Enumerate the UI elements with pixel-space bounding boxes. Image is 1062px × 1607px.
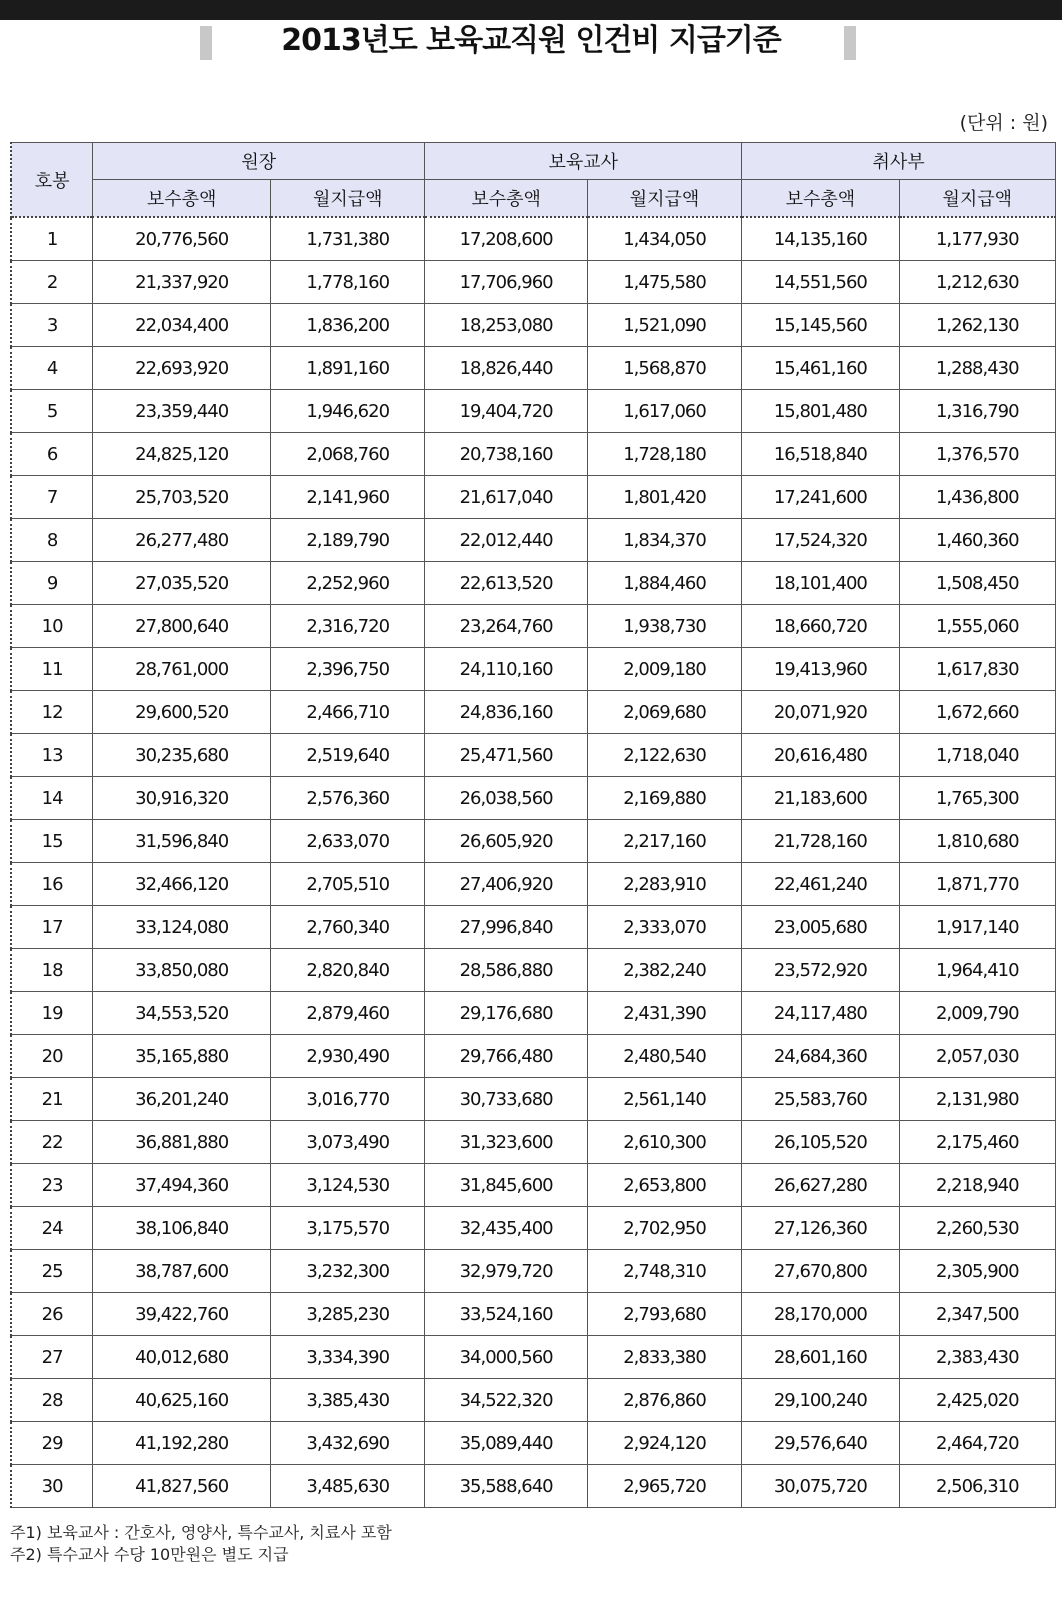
grade-cell: 12 <box>11 691 93 734</box>
grade-cell: 9 <box>11 562 93 605</box>
teacher-total-cell: 34,522,320 <box>425 1379 587 1422</box>
table-row <box>11 949 1056 992</box>
table-row <box>11 1207 1056 1250</box>
teacher-total-cell: 33,524,160 <box>425 1293 587 1336</box>
cook-total-cell: 14,551,560 <box>742 261 899 304</box>
table-row <box>11 1164 1056 1207</box>
table-row <box>11 347 1056 390</box>
teacher-monthly-cell: 1,728,180 <box>587 433 741 476</box>
grade-cell: 11 <box>11 648 93 691</box>
cook-monthly-cell: 1,555,060 <box>899 605 1055 648</box>
cook-monthly-cell: 2,347,500 <box>899 1293 1055 1336</box>
cook-monthly-cell: 1,177,930 <box>899 217 1055 261</box>
teacher-total-cell: 27,996,840 <box>425 906 587 949</box>
cook-total-cell: 15,461,160 <box>742 347 899 390</box>
cook-monthly-cell: 2,057,030 <box>899 1035 1055 1078</box>
teacher-total-cell: 22,012,440 <box>425 519 587 562</box>
teacher-total-cell: 31,845,600 <box>425 1164 587 1207</box>
teacher-monthly-cell: 2,169,880 <box>587 777 741 820</box>
director-monthly-cell: 2,252,960 <box>271 562 425 605</box>
teacher-monthly-cell: 2,833,380 <box>587 1336 741 1379</box>
table-row <box>11 217 1056 261</box>
cook-monthly-cell: 1,617,830 <box>899 648 1055 691</box>
director-monthly-cell: 2,879,460 <box>271 992 425 1035</box>
table-row <box>11 433 1056 476</box>
grade-cell: 18 <box>11 949 93 992</box>
sub-header-cook-total: 보수총액 <box>742 180 899 218</box>
director-total-cell: 39,422,760 <box>93 1293 271 1336</box>
director-total-cell: 33,124,080 <box>93 906 271 949</box>
cook-monthly-cell: 1,718,040 <box>899 734 1055 777</box>
cook-monthly-cell: 1,212,630 <box>899 261 1055 304</box>
cook-monthly-cell: 1,964,410 <box>899 949 1055 992</box>
teacher-monthly-cell: 2,748,310 <box>587 1250 741 1293</box>
cook-total-cell: 20,616,480 <box>742 734 899 777</box>
teacher-monthly-cell: 2,610,300 <box>587 1121 741 1164</box>
director-monthly-cell: 2,705,510 <box>271 863 425 906</box>
top-bar <box>0 0 1062 20</box>
grade-cell: 17 <box>11 906 93 949</box>
cook-total-cell: 15,801,480 <box>742 390 899 433</box>
teacher-monthly-cell: 1,834,370 <box>587 519 741 562</box>
director-monthly-cell: 1,946,620 <box>271 390 425 433</box>
table-row <box>11 476 1056 519</box>
teacher-monthly-cell: 2,217,160 <box>587 820 741 863</box>
director-monthly-cell: 2,189,790 <box>271 519 425 562</box>
sub-header-director-total: 보수총액 <box>93 180 271 218</box>
footnotes <box>10 1522 392 1566</box>
director-total-cell: 28,761,000 <box>93 648 271 691</box>
grade-cell: 6 <box>11 433 93 476</box>
teacher-monthly-cell: 2,009,180 <box>587 648 741 691</box>
grade-cell: 15 <box>11 820 93 863</box>
teacher-total-cell: 17,208,600 <box>425 217 587 261</box>
footnote-1: 주1) 보육교사 : 간호사, 영양사, 특수교사, 치료사 포함 <box>10 1523 392 1542</box>
cook-total-cell: 26,105,520 <box>742 1121 899 1164</box>
table-row <box>11 1422 1056 1465</box>
teacher-total-cell: 23,264,760 <box>425 605 587 648</box>
table-row <box>11 390 1056 433</box>
teacher-monthly-cell: 2,122,630 <box>587 734 741 777</box>
teacher-total-cell: 34,000,560 <box>425 1336 587 1379</box>
table-row <box>11 304 1056 347</box>
grade-cell: 5 <box>11 390 93 433</box>
cook-monthly-cell: 2,009,790 <box>899 992 1055 1035</box>
teacher-total-cell: 28,586,880 <box>425 949 587 992</box>
teacher-total-cell: 19,404,720 <box>425 390 587 433</box>
teacher-total-cell: 29,176,680 <box>425 992 587 1035</box>
director-total-cell: 38,787,600 <box>93 1250 271 1293</box>
teacher-total-cell: 35,089,440 <box>425 1422 587 1465</box>
group-header-row <box>11 143 1056 180</box>
teacher-monthly-cell: 2,876,860 <box>587 1379 741 1422</box>
teacher-total-cell: 17,706,960 <box>425 261 587 304</box>
group-header-cook: 취사부 <box>742 143 1056 180</box>
teacher-monthly-cell: 2,924,120 <box>587 1422 741 1465</box>
cook-monthly-cell: 1,376,570 <box>899 433 1055 476</box>
director-monthly-cell: 2,576,360 <box>271 777 425 820</box>
cook-monthly-cell: 2,218,940 <box>899 1164 1055 1207</box>
grade-cell: 27 <box>11 1336 93 1379</box>
director-total-cell: 30,916,320 <box>93 777 271 820</box>
cook-total-cell: 28,170,000 <box>742 1293 899 1336</box>
teacher-total-cell: 32,435,400 <box>425 1207 587 1250</box>
teacher-monthly-cell: 2,965,720 <box>587 1465 741 1508</box>
cook-monthly-cell: 1,288,430 <box>899 347 1055 390</box>
table-row <box>11 1379 1056 1422</box>
grade-cell: 2 <box>11 261 93 304</box>
cook-total-cell: 27,670,800 <box>742 1250 899 1293</box>
grade-cell: 16 <box>11 863 93 906</box>
director-monthly-cell: 2,141,960 <box>271 476 425 519</box>
director-total-cell: 27,800,640 <box>93 605 271 648</box>
grade-cell: 25 <box>11 1250 93 1293</box>
director-monthly-cell: 3,334,390 <box>271 1336 425 1379</box>
cook-monthly-cell: 2,305,900 <box>899 1250 1055 1293</box>
grade-cell: 14 <box>11 777 93 820</box>
cook-monthly-cell: 2,425,020 <box>899 1379 1055 1422</box>
grade-cell: 23 <box>11 1164 93 1207</box>
teacher-monthly-cell: 2,333,070 <box>587 906 741 949</box>
grade-cell: 10 <box>11 605 93 648</box>
grade-header: 호봉 <box>11 143 93 218</box>
table-body <box>11 217 1056 1508</box>
table-row <box>11 1250 1056 1293</box>
director-monthly-cell: 2,396,750 <box>271 648 425 691</box>
grade-cell: 3 <box>11 304 93 347</box>
director-total-cell: 41,192,280 <box>93 1422 271 1465</box>
director-total-cell: 37,494,360 <box>93 1164 271 1207</box>
teacher-total-cell: 18,253,080 <box>425 304 587 347</box>
cook-total-cell: 27,126,360 <box>742 1207 899 1250</box>
grade-cell: 22 <box>11 1121 93 1164</box>
grade-cell: 20 <box>11 1035 93 1078</box>
cook-total-cell: 23,572,920 <box>742 949 899 992</box>
table-row <box>11 992 1056 1035</box>
grade-cell: 26 <box>11 1293 93 1336</box>
cook-monthly-cell: 2,131,980 <box>899 1078 1055 1121</box>
teacher-monthly-cell: 2,793,680 <box>587 1293 741 1336</box>
cook-total-cell: 28,601,160 <box>742 1336 899 1379</box>
director-total-cell: 36,881,880 <box>93 1121 271 1164</box>
table-row <box>11 1078 1056 1121</box>
director-monthly-cell: 2,930,490 <box>271 1035 425 1078</box>
cook-total-cell: 24,117,480 <box>742 992 899 1035</box>
title-row <box>0 20 1062 62</box>
teacher-monthly-cell: 2,561,140 <box>587 1078 741 1121</box>
director-total-cell: 40,012,680 <box>93 1336 271 1379</box>
grade-cell: 29 <box>11 1422 93 1465</box>
director-monthly-cell: 3,432,690 <box>271 1422 425 1465</box>
director-total-cell: 22,034,400 <box>93 304 271 347</box>
cook-monthly-cell: 1,262,130 <box>899 304 1055 347</box>
cook-total-cell: 23,005,680 <box>742 906 899 949</box>
table-row <box>11 1121 1056 1164</box>
title-right-bar <box>844 26 856 60</box>
teacher-total-cell: 31,323,600 <box>425 1121 587 1164</box>
sub-header-director-monthly: 월지급액 <box>271 180 425 218</box>
cook-total-cell: 26,627,280 <box>742 1164 899 1207</box>
sub-header-teacher-monthly: 월지급액 <box>587 180 741 218</box>
director-total-cell: 31,596,840 <box>93 820 271 863</box>
director-total-cell: 29,600,520 <box>93 691 271 734</box>
teacher-total-cell: 22,613,520 <box>425 562 587 605</box>
director-monthly-cell: 2,519,640 <box>271 734 425 777</box>
table-row <box>11 1293 1056 1336</box>
table-row <box>11 562 1056 605</box>
cook-total-cell: 30,075,720 <box>742 1465 899 1508</box>
cook-total-cell: 20,071,920 <box>742 691 899 734</box>
director-total-cell: 40,625,160 <box>93 1379 271 1422</box>
cook-total-cell: 25,583,760 <box>742 1078 899 1121</box>
teacher-total-cell: 25,471,560 <box>425 734 587 777</box>
director-total-cell: 23,359,440 <box>93 390 271 433</box>
director-monthly-cell: 3,232,300 <box>271 1250 425 1293</box>
director-total-cell: 36,201,240 <box>93 1078 271 1121</box>
director-monthly-cell: 3,385,430 <box>271 1379 425 1422</box>
table-row <box>11 519 1056 562</box>
table-row <box>11 820 1056 863</box>
sub-header-teacher-total: 보수총액 <box>425 180 587 218</box>
cook-monthly-cell: 1,460,360 <box>899 519 1055 562</box>
group-header-director: 원장 <box>93 143 425 180</box>
director-monthly-cell: 2,316,720 <box>271 605 425 648</box>
cook-monthly-cell: 1,810,680 <box>899 820 1055 863</box>
grade-cell: 13 <box>11 734 93 777</box>
unit-label: (단위 : 원) <box>959 112 1048 134</box>
cook-total-cell: 17,524,320 <box>742 519 899 562</box>
director-total-cell: 33,850,080 <box>93 949 271 992</box>
director-monthly-cell: 2,068,760 <box>271 433 425 476</box>
teacher-total-cell: 30,733,680 <box>425 1078 587 1121</box>
teacher-total-cell: 26,605,920 <box>425 820 587 863</box>
table-row <box>11 691 1056 734</box>
director-total-cell: 21,337,920 <box>93 261 271 304</box>
director-monthly-cell: 2,633,070 <box>271 820 425 863</box>
footnote-2: 주2) 특수교사 수당 10만원은 별도 지급 <box>10 1545 289 1564</box>
teacher-monthly-cell: 1,938,730 <box>587 605 741 648</box>
table-row <box>11 605 1056 648</box>
director-monthly-cell: 2,466,710 <box>271 691 425 734</box>
cook-monthly-cell: 1,508,450 <box>899 562 1055 605</box>
salary-table <box>10 142 1056 1508</box>
sub-header-cook-monthly: 월지급액 <box>899 180 1055 218</box>
director-monthly-cell: 3,175,570 <box>271 1207 425 1250</box>
director-monthly-cell: 3,016,770 <box>271 1078 425 1121</box>
grade-cell: 19 <box>11 992 93 1035</box>
grade-cell: 21 <box>11 1078 93 1121</box>
cook-monthly-cell: 1,316,790 <box>899 390 1055 433</box>
cook-monthly-cell: 1,672,660 <box>899 691 1055 734</box>
director-total-cell: 26,277,480 <box>93 519 271 562</box>
teacher-monthly-cell: 2,653,800 <box>587 1164 741 1207</box>
cook-monthly-cell: 2,506,310 <box>899 1465 1055 1508</box>
director-total-cell: 24,825,120 <box>93 433 271 476</box>
table-row <box>11 906 1056 949</box>
teacher-monthly-cell: 1,801,420 <box>587 476 741 519</box>
cook-total-cell: 18,101,400 <box>742 562 899 605</box>
teacher-monthly-cell: 2,480,540 <box>587 1035 741 1078</box>
teacher-monthly-cell: 1,568,870 <box>587 347 741 390</box>
director-total-cell: 25,703,520 <box>93 476 271 519</box>
table-row <box>11 1465 1056 1508</box>
cook-total-cell: 21,183,600 <box>742 777 899 820</box>
table-row <box>11 1035 1056 1078</box>
director-monthly-cell: 1,836,200 <box>271 304 425 347</box>
teacher-total-cell: 18,826,440 <box>425 347 587 390</box>
sub-header-row <box>11 180 1056 218</box>
cook-total-cell: 24,684,360 <box>742 1035 899 1078</box>
cook-monthly-cell: 1,436,800 <box>899 476 1055 519</box>
cook-total-cell: 29,576,640 <box>742 1422 899 1465</box>
cook-total-cell: 14,135,160 <box>742 217 899 261</box>
teacher-total-cell: 26,038,560 <box>425 777 587 820</box>
page-title: 2013년도 보육교직원 인건비 지급기준 <box>281 23 781 58</box>
director-total-cell: 38,106,840 <box>93 1207 271 1250</box>
table-row <box>11 261 1056 304</box>
teacher-monthly-cell: 1,884,460 <box>587 562 741 605</box>
teacher-total-cell: 24,836,160 <box>425 691 587 734</box>
cook-total-cell: 21,728,160 <box>742 820 899 863</box>
teacher-total-cell: 21,617,040 <box>425 476 587 519</box>
director-monthly-cell: 1,891,160 <box>271 347 425 390</box>
director-monthly-cell: 3,073,490 <box>271 1121 425 1164</box>
director-total-cell: 20,776,560 <box>93 217 271 261</box>
cook-total-cell: 19,413,960 <box>742 648 899 691</box>
teacher-monthly-cell: 2,069,680 <box>587 691 741 734</box>
director-monthly-cell: 3,124,530 <box>271 1164 425 1207</box>
teacher-total-cell: 35,588,640 <box>425 1465 587 1508</box>
teacher-monthly-cell: 2,702,950 <box>587 1207 741 1250</box>
cook-total-cell: 15,145,560 <box>742 304 899 347</box>
cook-monthly-cell: 1,765,300 <box>899 777 1055 820</box>
table-row <box>11 863 1056 906</box>
director-monthly-cell: 3,285,230 <box>271 1293 425 1336</box>
table-row <box>11 648 1056 691</box>
grade-cell: 24 <box>11 1207 93 1250</box>
table-row <box>11 734 1056 777</box>
director-monthly-cell: 2,820,840 <box>271 949 425 992</box>
teacher-monthly-cell: 2,382,240 <box>587 949 741 992</box>
director-monthly-cell: 3,485,630 <box>271 1465 425 1508</box>
director-total-cell: 35,165,880 <box>93 1035 271 1078</box>
director-total-cell: 27,035,520 <box>93 562 271 605</box>
cook-total-cell: 18,660,720 <box>742 605 899 648</box>
cook-monthly-cell: 2,175,460 <box>899 1121 1055 1164</box>
teacher-monthly-cell: 1,521,090 <box>587 304 741 347</box>
table-row <box>11 1336 1056 1379</box>
teacher-monthly-cell: 1,617,060 <box>587 390 741 433</box>
cook-total-cell: 16,518,840 <box>742 433 899 476</box>
cook-total-cell: 22,461,240 <box>742 863 899 906</box>
table-row <box>11 777 1056 820</box>
teacher-monthly-cell: 1,434,050 <box>587 217 741 261</box>
grade-cell: 4 <box>11 347 93 390</box>
director-monthly-cell: 1,731,380 <box>271 217 425 261</box>
teacher-monthly-cell: 2,283,910 <box>587 863 741 906</box>
grade-cell: 1 <box>11 217 93 261</box>
teacher-total-cell: 32,979,720 <box>425 1250 587 1293</box>
teacher-monthly-cell: 1,475,580 <box>587 261 741 304</box>
director-total-cell: 32,466,120 <box>93 863 271 906</box>
grade-cell: 30 <box>11 1465 93 1508</box>
teacher-total-cell: 20,738,160 <box>425 433 587 476</box>
cook-monthly-cell: 2,260,530 <box>899 1207 1055 1250</box>
grade-cell: 8 <box>11 519 93 562</box>
director-monthly-cell: 1,778,160 <box>271 261 425 304</box>
director-total-cell: 34,553,520 <box>93 992 271 1035</box>
cook-total-cell: 17,241,600 <box>742 476 899 519</box>
cook-monthly-cell: 1,917,140 <box>899 906 1055 949</box>
teacher-total-cell: 27,406,920 <box>425 863 587 906</box>
grade-cell: 28 <box>11 1379 93 1422</box>
grade-cell: 7 <box>11 476 93 519</box>
director-total-cell: 30,235,680 <box>93 734 271 777</box>
cook-total-cell: 29,100,240 <box>742 1379 899 1422</box>
cook-monthly-cell: 1,871,770 <box>899 863 1055 906</box>
teacher-total-cell: 29,766,480 <box>425 1035 587 1078</box>
director-total-cell: 41,827,560 <box>93 1465 271 1508</box>
teacher-monthly-cell: 2,431,390 <box>587 992 741 1035</box>
director-monthly-cell: 2,760,340 <box>271 906 425 949</box>
cook-monthly-cell: 2,383,430 <box>899 1336 1055 1379</box>
director-total-cell: 22,693,920 <box>93 347 271 390</box>
group-header-teacher: 보육교사 <box>425 143 742 180</box>
cook-monthly-cell: 2,464,720 <box>899 1422 1055 1465</box>
teacher-total-cell: 24,110,160 <box>425 648 587 691</box>
